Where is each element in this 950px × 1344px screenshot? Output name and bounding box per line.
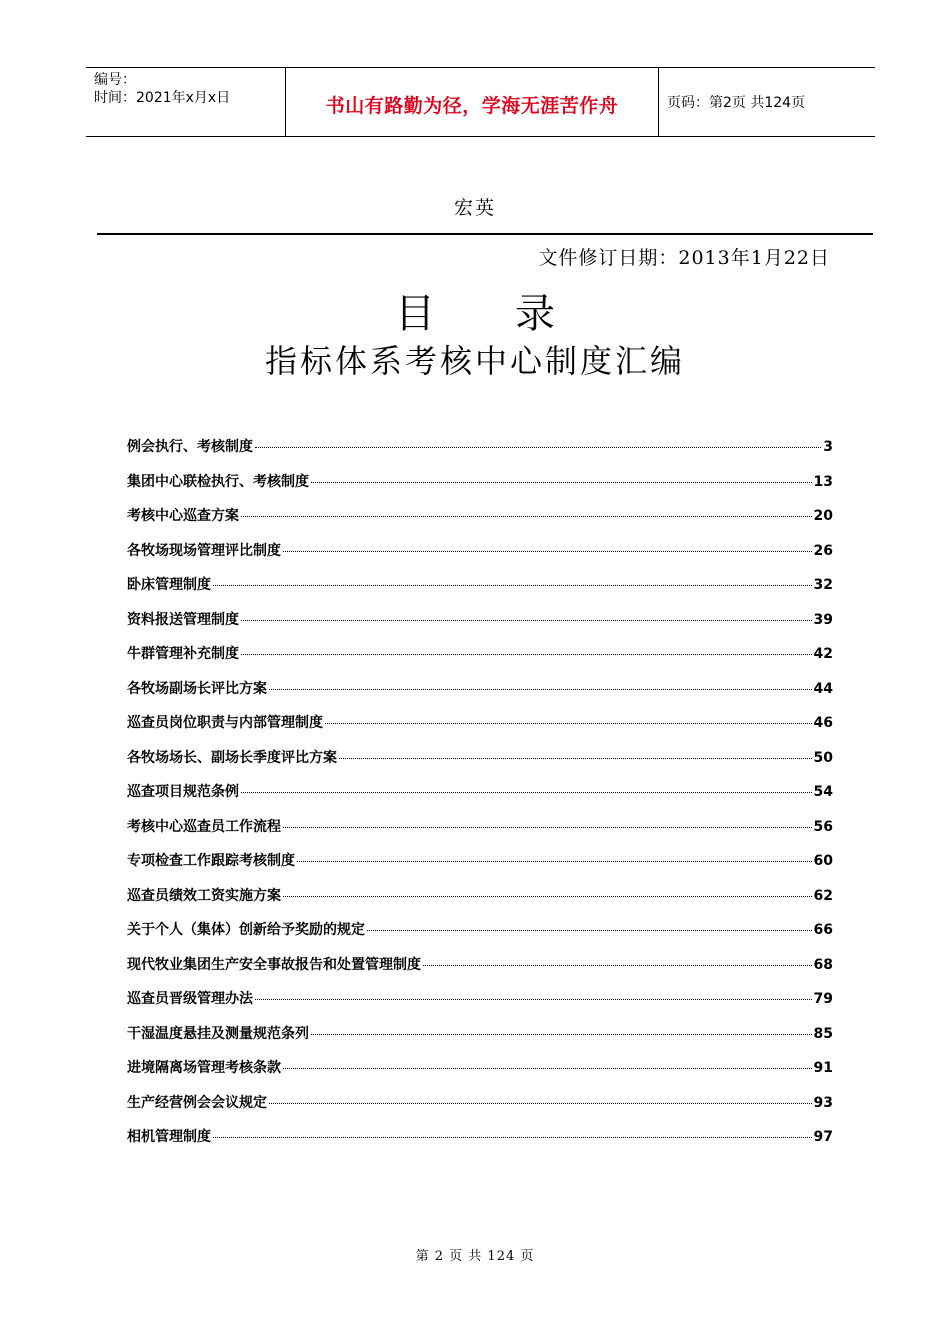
toc-entry[interactable] [127,1057,833,1092]
table-of-contents [127,436,833,1161]
toc-entry-title: 卧床管理制度 [127,577,211,593]
toc-entry-page: 54 [813,784,833,800]
toc-entry[interactable] [127,885,833,920]
toc-entry-page: 26 [813,542,833,559]
toc-dot-leader [283,1068,812,1069]
toc-heading: 目录 [395,291,635,337]
toc-dot-leader [311,1034,812,1035]
toc-entry-page: 62 [813,887,833,904]
toc-dot-leader [241,792,812,793]
toc-entry-title: 各牧场现场管理评比制度 [127,542,281,559]
toc-entry-page: 66 [813,922,833,938]
header-meta-cell [86,68,286,136]
toc-entry-title: 生产经营例会会议规定 [127,1094,267,1111]
toc-entry-title: 进境隔离场管理考核条款 [127,1060,281,1076]
toc-entry-title: 巡查员岗位职责与内部管理制度 [127,715,323,731]
toc-subtitle: 指标体系考核中心制度汇编 [264,342,685,380]
toc-entry-page: 85 [813,1025,833,1042]
motto-text: 书山有路勤为径，学海无涯苦作舟 [325,94,619,117]
toc-entry-page: 91 [813,1060,833,1076]
toc-entry-page: 56 [813,818,833,835]
toc-entry[interactable] [127,747,833,782]
toc-dot-leader [241,516,812,517]
document-number-label: 编号： [94,72,136,88]
toc-entry-title: 巡查员绩效工资实施方案 [127,887,281,904]
toc-entry-page: 79 [813,991,833,1007]
toc-entry-title: 相机管理制度 [127,1129,211,1145]
toc-entry[interactable] [127,643,833,678]
toc-entry-title: 考核中心巡查方案 [127,508,239,524]
toc-entry-title: 各牧场场长、副场长季度评比方案 [127,749,337,766]
company-name: 宏英 [453,197,496,219]
toc-dot-leader [213,1137,812,1138]
toc-entry-page: 97 [813,1129,833,1145]
toc-dot-leader [283,827,812,828]
toc-dot-leader [325,723,812,724]
toc-dot-leader [241,620,812,621]
toc-entry[interactable] [127,609,833,644]
page-footer: 第 2 页 共 124 页 [415,1249,535,1264]
toc-entry-title: 集团中心联检执行、考核制度 [127,473,309,490]
toc-dot-leader [423,965,812,966]
toc-entry-page: 39 [813,611,833,628]
toc-entry-title: 专项检查工作跟踪考核制度 [127,853,295,869]
toc-entry-page: 20 [813,508,833,524]
toc-dot-leader [255,999,812,1000]
toc-entry-page: 60 [813,853,833,869]
toc-entry[interactable] [127,1126,833,1161]
toc-entry[interactable] [127,712,833,747]
page-info: 页码：第2页 共124页 [667,95,806,111]
toc-entry-title: 牛群管理补充制度 [127,646,239,662]
toc-entry[interactable] [127,954,833,989]
toc-dot-leader [255,447,821,448]
toc-entry[interactable] [127,471,833,506]
toc-entry-title: 现代牧业集团生产安全事故报告和处置管理制度 [127,956,421,973]
toc-entry-page: 93 [813,1094,833,1111]
toc-dot-leader [283,896,812,897]
toc-entry[interactable] [127,988,833,1023]
header-motto-cell [286,68,659,136]
toc-entry-title: 考核中心巡查员工作流程 [127,818,281,835]
toc-entry[interactable] [127,505,833,540]
toc-entry-page: 44 [813,680,833,697]
toc-dot-leader [283,551,812,552]
toc-dot-leader [297,861,812,862]
toc-entry[interactable] [127,850,833,885]
toc-entry-page: 50 [813,749,833,766]
toc-entry-page: 68 [813,956,833,973]
revision-date: 文件修订日期：2013年1月22日 [538,247,830,269]
toc-entry-title: 各牧场副场长评比方案 [127,680,267,697]
toc-dot-leader [213,585,812,586]
header-divider [97,233,873,235]
toc-entry[interactable] [127,1023,833,1058]
toc-entry-page: 46 [813,715,833,731]
toc-entry[interactable] [127,781,833,816]
toc-entry[interactable] [127,436,833,471]
toc-entry[interactable] [127,540,833,575]
toc-dot-leader [241,654,812,655]
toc-dot-leader [367,930,812,931]
toc-entry-title: 关于个人（集体）创新给予奖励的规定 [127,922,365,938]
toc-entry[interactable] [127,1092,833,1127]
toc-entry-title: 巡查项目规范条例 [127,784,239,800]
toc-entry[interactable] [127,919,833,954]
toc-entry-page: 3 [823,439,833,455]
toc-entry-title: 例会执行、考核制度 [127,439,253,455]
header-table [86,67,875,137]
toc-entry-title: 资料报送管理制度 [127,611,239,628]
toc-dot-leader [269,689,812,690]
toc-dot-leader [339,758,812,759]
toc-entry-page: 13 [813,473,833,490]
toc-entry[interactable] [127,574,833,609]
document-time-label: 时间：2021年x月x日 [94,90,231,106]
toc-entry-title: 巡查员晋级管理办法 [127,991,253,1007]
toc-dot-leader [269,1103,812,1104]
toc-dot-leader [311,482,812,483]
toc-entry-title: 干湿温度悬挂及测量规范条列 [127,1025,309,1042]
header-page-cell [659,68,875,136]
toc-entry-page: 32 [813,577,833,593]
toc-entry[interactable] [127,678,833,713]
toc-entry[interactable] [127,816,833,851]
toc-entry-page: 42 [813,646,833,662]
